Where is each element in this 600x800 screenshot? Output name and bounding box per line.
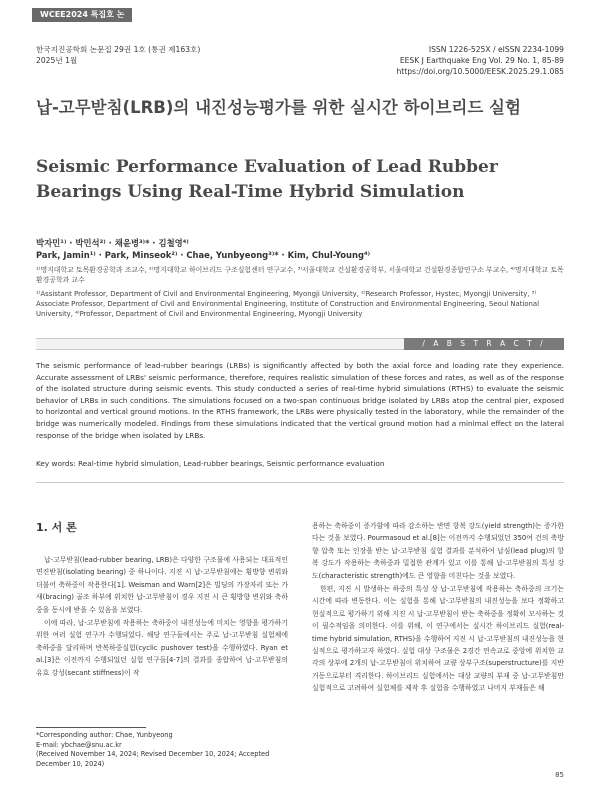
paragraph: 용하는 축하중이 증가함에 따라 감소하는 반면 항복 강도(yield strength)는 증가한다는 것을 보였다. Pourmasoud et al.[8]는 이전까지 수행되었던 350여 건의 축방향 압축 또는 인장을 받는 납-고무받침 실험 결과를 분석하여 납심(lead plug)의 항복 강도가 작용하는 축하중과 밀접한 관계가 있고 이를 통해 납-고무받침의 특성 강도(characteristic strength)에도 큰 영향을 미친다는 것을 보였다. bbox=[312, 522, 564, 580]
keywords-divider bbox=[36, 482, 564, 483]
received-dates: (Received November 14, 2024; Revised December 10, 2024; Accepted December 10, 2024) bbox=[36, 750, 270, 768]
special-issue-badge: WCEE2024 특집호 논문 bbox=[32, 8, 132, 22]
issn: ISSN 1226-525X / eISSN 2234-1099 bbox=[428, 45, 564, 54]
paragraph: 이에 따라, 납-고무받침에 작용하는 축하중이 내진성능에 미치는 영향을 평가하기 위한 여러 실험 연구가 수행되었다. 해당 연구들에서는 주로 납-고무받침 실험체에 축하중을 달리하며 반복하중실험(cyclic pushover test)을 수행하였다. Ryan et al.[3]은 이전까지 수행되었던 실험 연구들[4-7]의 결과를 종합하여 납-고무받침의 유효 강성(secant stiffness)이 작 bbox=[36, 619, 288, 677]
abstract-label: / A B S T R A C T / bbox=[404, 338, 564, 350]
footnote-divider bbox=[36, 727, 146, 728]
journal-name-en: EESK J Earthquake Eng Vol. 29 No. 1, 85-89 bbox=[399, 56, 564, 65]
page-number: 85 bbox=[555, 771, 564, 779]
keywords: Key words: Real-time hybrid simulation, Lead-rubber bearings, Seismic performance evaluation bbox=[36, 459, 385, 468]
author-email[interactable]: E-mail: ybchae@snu.ac.kr bbox=[36, 740, 122, 749]
affiliations-english: ¹⁾Assistant Professor, Department of Civil and Environmental Engineering, Myongji University, ²⁾Research Professor, Hystec, Myongji University, ³⁾Associate Professor, Department of Civil and Environmental Engineering, Institute of Construction and Environmental Engineering, Seoul National University, ⁴⁾Professor, Department of Civil and Environmental Engineering, Myongji University bbox=[36, 290, 540, 318]
footnote bbox=[36, 731, 288, 769]
journal-header-right bbox=[396, 44, 564, 77]
body-column-left bbox=[36, 554, 288, 680]
abstract-banner bbox=[36, 338, 564, 350]
journal-name-ko: 한국지진공학회 논문집 29권 1호 (통권 제163호) bbox=[36, 45, 201, 54]
body-column-right bbox=[312, 520, 564, 696]
affiliations-korean: ¹⁾명지대학교 토목환경공학과 조교수, ²⁾명지대학교 하이브리드 구조실험센터 연구교수, ³⁾서울대학교 건설환경공학부, 서울대학교 건설환경종합연구소 부교수, ⁴⁾명지대학교 토목환경공학과 교수 bbox=[36, 266, 564, 284]
section-1-title: 1. 서 론 bbox=[36, 521, 77, 534]
journal-header-left bbox=[36, 44, 200, 66]
corresponding-author: *Corresponding author: Chae, Yunbyeong bbox=[36, 731, 173, 739]
title-korean: 납-고무받침(LRB)의 내진성능평가를 위한 실시간 하이브리드 실험 bbox=[36, 98, 521, 117]
authors-korean: 박자민¹⁾ · 박민석²⁾ · 채윤병³⁾* · 김철영⁴⁾ bbox=[36, 238, 189, 248]
paragraph: 한편, 지진 시 발생하는 하중의 특성 상 납-고무받침에 작용하는 축하중의 크기는 시간에 따라 변동한다. 이는 실험을 통해 납-고무받침의 내진성능을 보다 정확하고 현실적으로 평가하기 위해 지진 시 납-고무받침이 받는 축하중을 정확히 모사하는 것이 필수적임을 의미한다. 이를 위해, 이 연구에서는 실시간 하이브리드 실험(real-time hybrid simulation, RTHS)을 수행하여 지진 시 납-고무받침의 내진성능을 현실적으로 평가하고자 하였다. 실험 대상 구조물은 2경간 연속교로 중앙에 위치한 교각의 상부에 2개의 납-고무받침이 위치하여 교량 상부구조(superstructure)를 지반 거동으로부터 격리한다. 하이브리드 실험에서는 대상 교량의 부재 중 납-고무받침만 실험적으로 고려하여 실험체를 제작 후 실험을 수행하였고 나머지 부재들은 해 bbox=[312, 585, 564, 693]
journal-date-ko: 2025년 1월 bbox=[36, 56, 78, 65]
doi-link[interactable]: https://doi.org/10.5000/EESK.2025.29.1.085 bbox=[396, 67, 564, 76]
abstract-text: The seismic performance of lead-rubber bearings (LRBs) is significantly affected by both the axial force and loading rate they experience. Accurate assessment of LRBs' seismic performance, therefore, requires realistic simulation of these forces and rates, as well as of the response of the isolated structure during seismic events. This study conducted a series of real-time hybrid simulations (RTHS) to evaluate the seismic behavior of LRBs in such conditions. The simulations focused on a two-span continuous bridge isolated by LRBs atop the central pier, exposed to horizontal and vertical ground motions. In the RTHS framework, the LRBs were physically tested in the laboratory, while the remainder of the bridge was numerically modeled. Findings from these simulations indicated that the vertical ground motion had a minimal effect on the lateral response of the bridge when isolated by LRBs. bbox=[36, 361, 564, 440]
title-english: Seismic Performance Evaluation of Lead Rubber Bearings Using Real-Time Hybrid Simulation bbox=[36, 157, 498, 202]
paragraph: 납-고무받침(lead-rubber bearing, LRB)은 다양한 구조물에 사용되는 대표적인 면진받침(isolating bearing) 중 하나이다. 지진 시 납-고무받침에는 횡방향 변위와 더불어 축하중이 작용한다[1]. Weisman and Warn[2]은 빌딩의 가장자리 또는 가새(bracing) 골조 하부에 위치한 납-고무받침이 경우 지진 시 큰 횡방향 변위와 축하중을 동시에 받을 수 있음을 보였다. bbox=[36, 556, 288, 614]
authors-english: Park, Jamin¹⁾ · Park, Minseok²⁾ · Chae, Yunbyeong³⁾* · Kim, Chul-Young⁴⁾ bbox=[36, 250, 371, 260]
